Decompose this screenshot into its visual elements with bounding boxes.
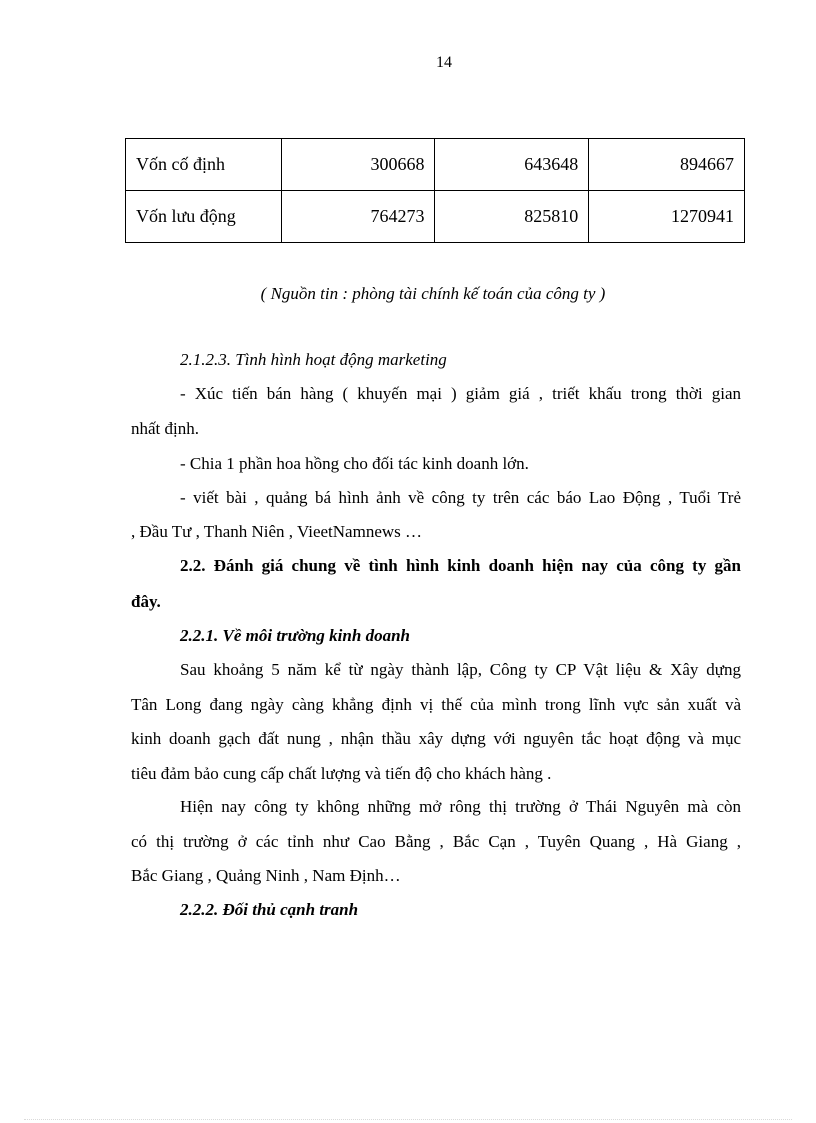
paragraph-line: tiêu đảm bảo cung cấp chất lượng và tiến độ cho khách hàng . xyxy=(131,764,552,783)
table-row xyxy=(126,191,745,243)
page-bottom-divider xyxy=(24,1119,792,1120)
paragraph-line: - Chia 1 phần hoa hồng cho đối tác kinh doanh lớn. xyxy=(180,454,529,473)
source-note: ( Nguồn tin : phòng tài chính kế toán của công ty ) xyxy=(260,284,606,303)
table-cell: 300668 xyxy=(281,139,435,191)
capital-table xyxy=(125,138,745,243)
subsection-heading-2-2-2: 2.2.2. Đối thủ cạnh tranh xyxy=(180,900,359,919)
subsection-heading-2-2-1: 2.2.1. Về môi trường kinh doanh xyxy=(180,626,410,645)
section-heading-2-2: 2.2. Đánh giá chung về tình hình kinh doanh hiện nay của công ty gần xyxy=(180,556,741,575)
paragraph-line: , Đầu Tư , Thanh Niên , VieetNamnews … xyxy=(131,522,423,541)
paragraph-line: - Xúc tiến bán hàng ( khuyến mại ) giảm giá , triết khấu trong thời gian xyxy=(180,384,741,403)
page-number: 14 xyxy=(436,54,452,71)
paragraph-line: Tân Long đang ngày càng khẳng định vị thế của mình trong lĩnh vực sản xuất và xyxy=(131,695,741,714)
row-label: Vốn cố định xyxy=(126,139,282,191)
paragraph-line: Bắc Giang , Quảng Ninh , Nam Định… xyxy=(131,866,401,885)
section-heading-marketing: 2.1.2.3. Tình hình hoạt động marketing xyxy=(180,350,447,369)
paragraph-line: Sau khoảng 5 năm kể từ ngày thành lập, Công ty CP Vật liệu & Xây dựng xyxy=(180,660,741,679)
paragraph-line: Hiện nay công ty không những mở rông thị trường ở Thái Nguyên mà còn xyxy=(180,797,741,816)
paragraph-line: kinh doanh gạch đất nung , nhận thầu xây dựng với nguyên tắc hoạt động và mục xyxy=(131,729,741,748)
table-cell: 643648 xyxy=(435,139,589,191)
section-heading-2-2-cont: đây. xyxy=(131,592,161,611)
row-label: Vốn lưu động xyxy=(126,191,282,243)
table-cell: 1270941 xyxy=(589,191,745,243)
table-row xyxy=(126,139,745,191)
paragraph-line: nhất định. xyxy=(131,419,199,438)
paragraph-line: có thị trường ở các tỉnh như Cao Bằng , Bắc Cạn , Tuyên Quang , Hà Giang , xyxy=(131,832,741,851)
table-cell: 825810 xyxy=(435,191,589,243)
paragraph-line: - viết bài , quảng bá hình ảnh về công ty trên các báo Lao Động , Tuổi Trẻ xyxy=(180,488,741,507)
table-cell: 764273 xyxy=(281,191,435,243)
table-cell: 894667 xyxy=(589,139,745,191)
